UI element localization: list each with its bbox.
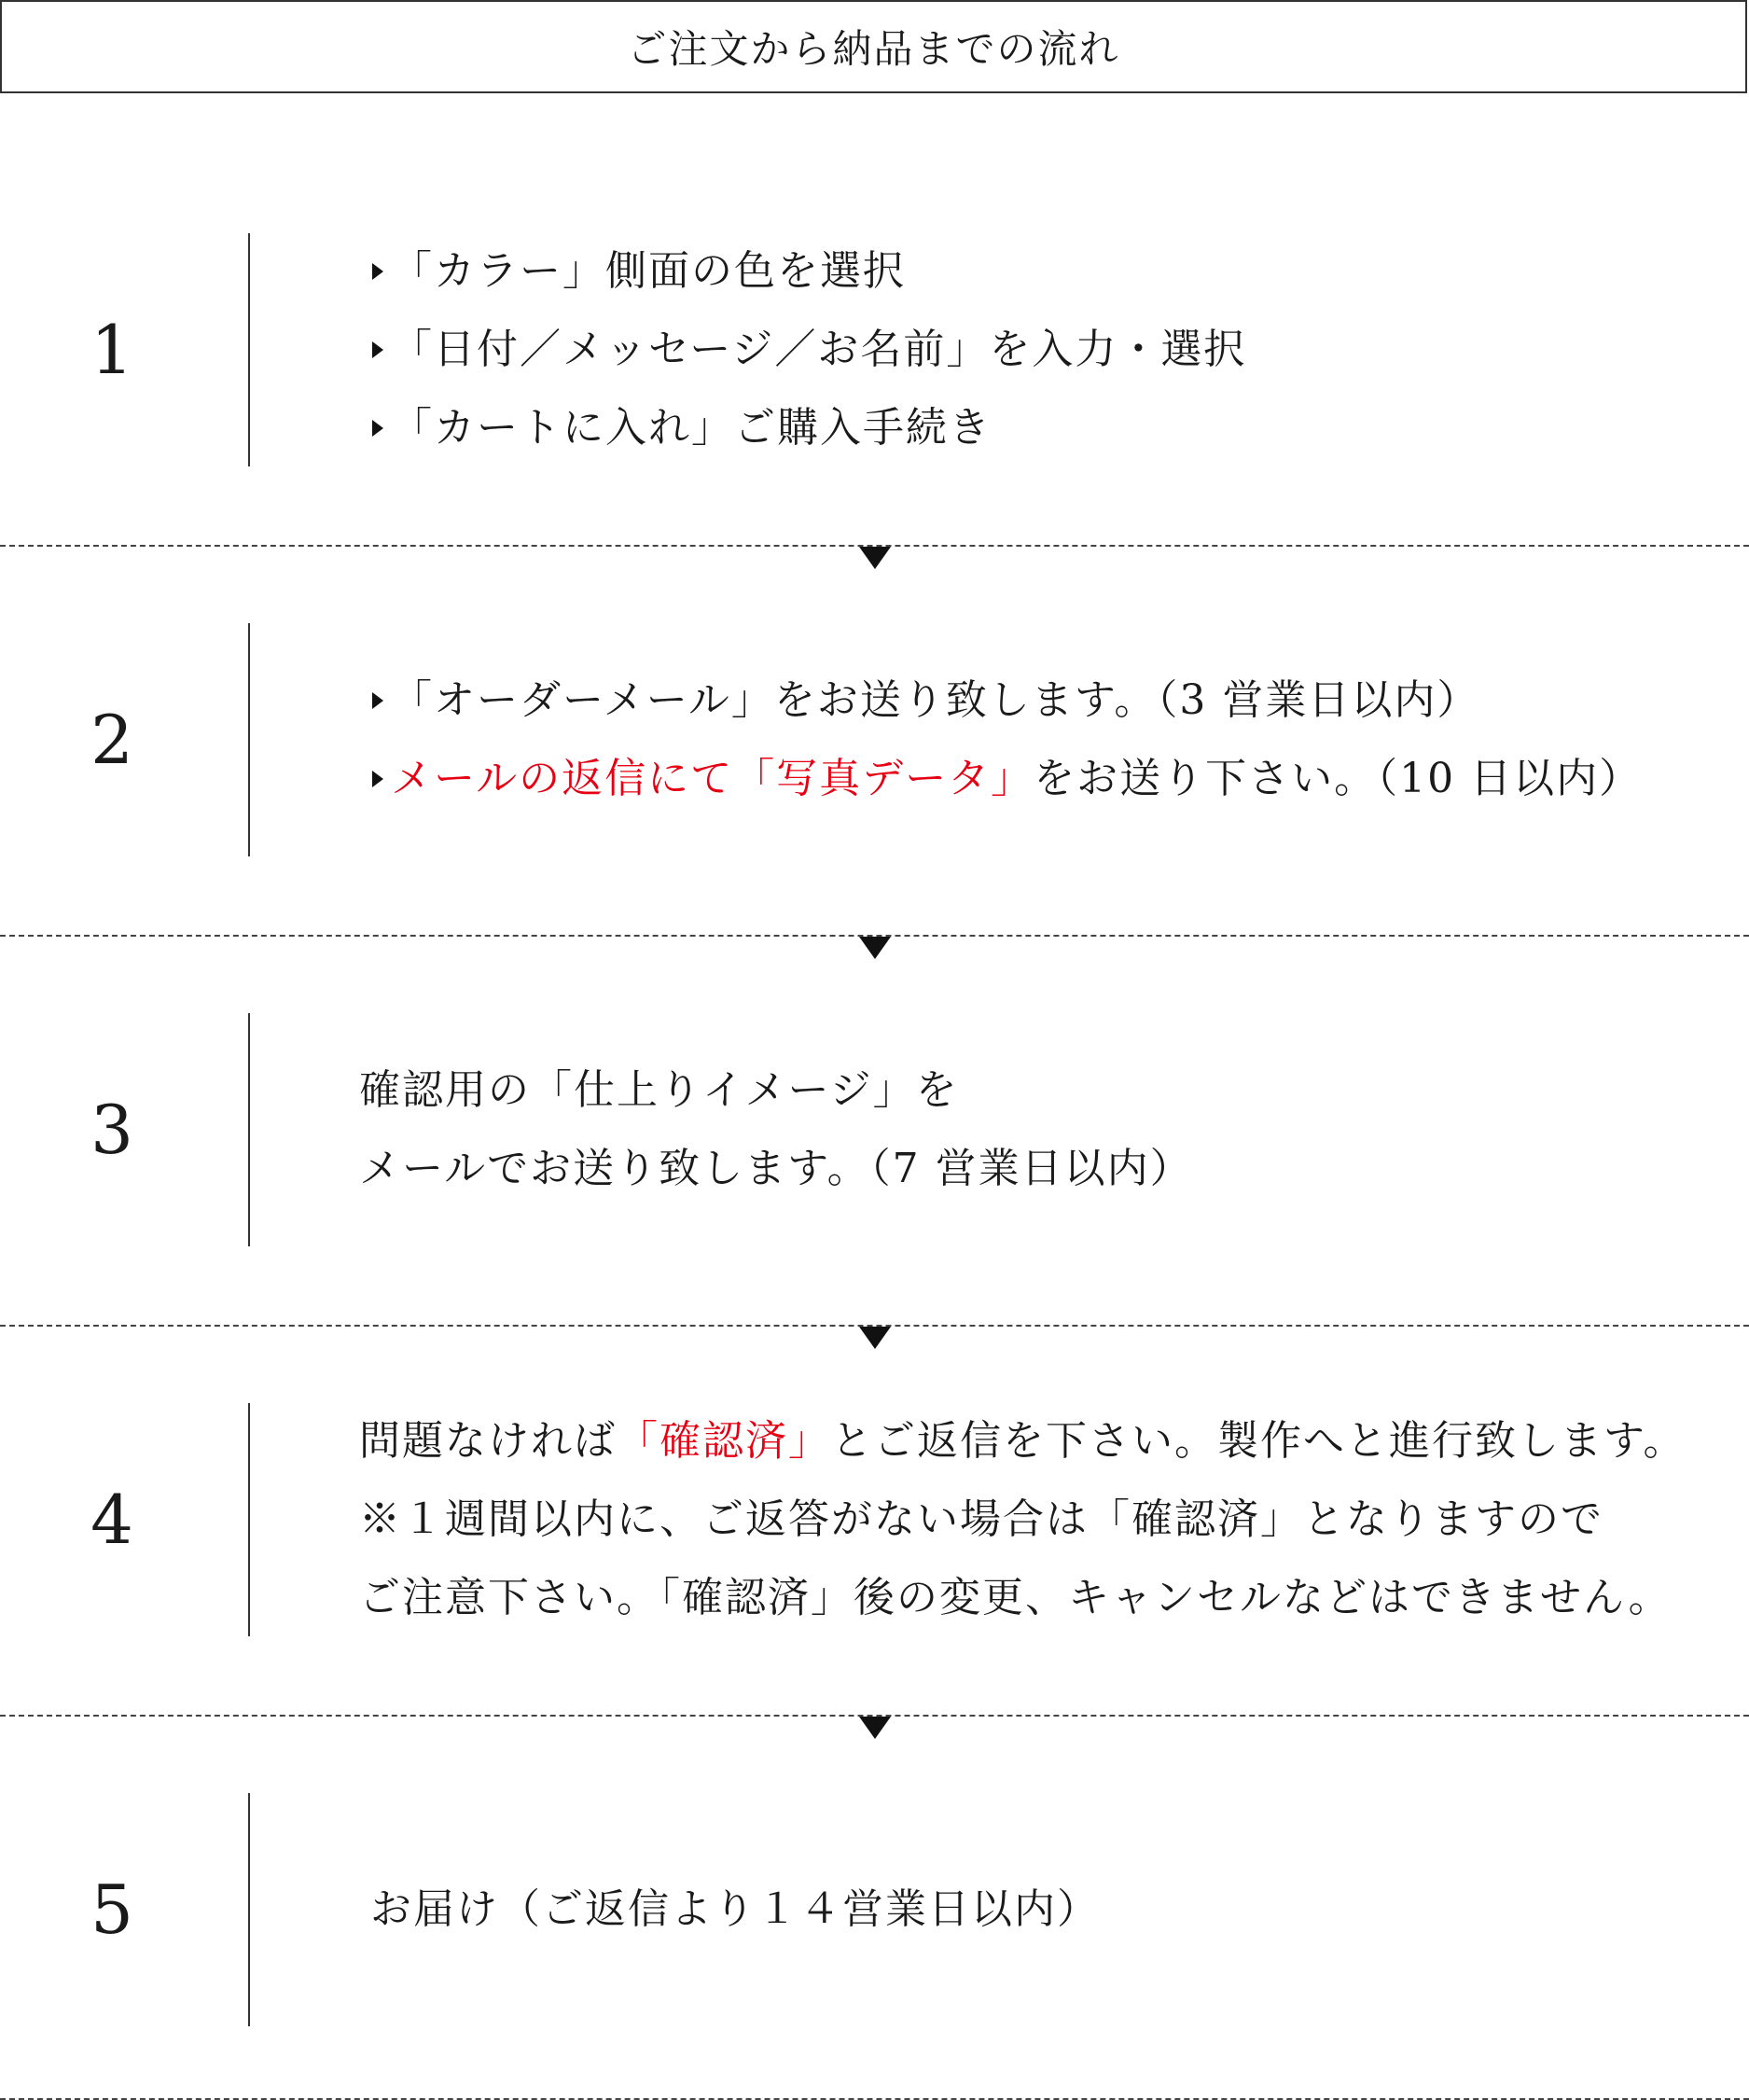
step-vertical-rule: [248, 233, 250, 466]
step-vertical-rule: [248, 1793, 250, 2026]
triangle-down-icon: [859, 1327, 891, 1349]
step-body: [359, 233, 1740, 466]
step-3: [0, 1013, 1749, 1246]
bullet-item: [359, 311, 1740, 389]
step-vertical-rule: [248, 1013, 250, 1246]
step-vertical-rule: [248, 1403, 250, 1636]
step-number: 1: [90, 311, 133, 389]
text-line: [359, 1559, 1740, 1637]
text-line: [359, 1051, 1740, 1130]
step-1: [0, 233, 1749, 466]
step-number: 5: [90, 1871, 133, 1949]
body-text: 「日付／メッセージ／お名前」を入力・選択: [391, 326, 1247, 373]
triangle-right-icon: [372, 420, 383, 437]
body-text: 問題なければ: [359, 1417, 617, 1465]
step-4: [0, 1403, 1749, 1636]
step-number: 4: [90, 1481, 133, 1559]
step-5: [0, 1793, 1749, 2026]
triangle-down-icon: [859, 937, 891, 959]
bullet-item: [359, 232, 1740, 311]
body-text: ご注意下さい。「確認済」後の変更、キャンセルなどはできません。: [359, 1574, 1672, 1621]
triangle-right-icon: [372, 341, 383, 358]
bullet-item: [359, 389, 1740, 467]
step-number: 2: [90, 701, 133, 779]
step-body: [359, 1403, 1740, 1636]
bullet-item: [359, 740, 1740, 818]
body-text: とご返信を下さい。製作へと進行致します。: [831, 1417, 1687, 1465]
triangle-down-icon: [859, 1717, 891, 1739]
body-text: 確認用の「仕上りイメージ」を: [359, 1066, 959, 1114]
step-body: [370, 1793, 1749, 2026]
triangle-right-icon: [372, 263, 383, 280]
text-line: [359, 1481, 1740, 1559]
step-2: [0, 623, 1749, 856]
highlight-text: メールの返信にて「写真データ」: [391, 755, 1034, 802]
body-text: 「カートに入れ」ご購入手続き: [391, 404, 992, 452]
page-title: ご注文から納品までの流れ: [0, 0, 1747, 93]
highlight-text: 「確認済」: [617, 1417, 831, 1465]
body-text: お届け（ご返信より１４営業日以内）: [370, 1885, 1100, 1933]
text-line: [359, 1130, 1740, 1208]
body-text: メールでお送り致します。（7 営業日以内）: [359, 1145, 1193, 1192]
triangle-right-icon: [372, 692, 383, 709]
triangle-down-icon: [859, 547, 891, 569]
triangle-right-icon: [372, 771, 383, 787]
step-vertical-rule: [248, 623, 250, 856]
step-body: [359, 623, 1740, 856]
body-text: 「カラー」側面の色を選択: [391, 247, 906, 295]
body-text: ※１週間以内に、ご返答がない場合は「確認済」となりますので: [359, 1495, 1603, 1543]
text-line: [359, 1402, 1740, 1481]
step-body: [359, 1013, 1740, 1246]
body-text: 「オーダーメール」をお送り致します。（3 営業日以内）: [391, 676, 1480, 724]
text-line: [370, 1871, 1749, 1949]
bullet-item: [359, 661, 1740, 740]
body-text: をお送り下さい。（10 日以内）: [1034, 755, 1643, 802]
step-number: 3: [90, 1091, 133, 1169]
